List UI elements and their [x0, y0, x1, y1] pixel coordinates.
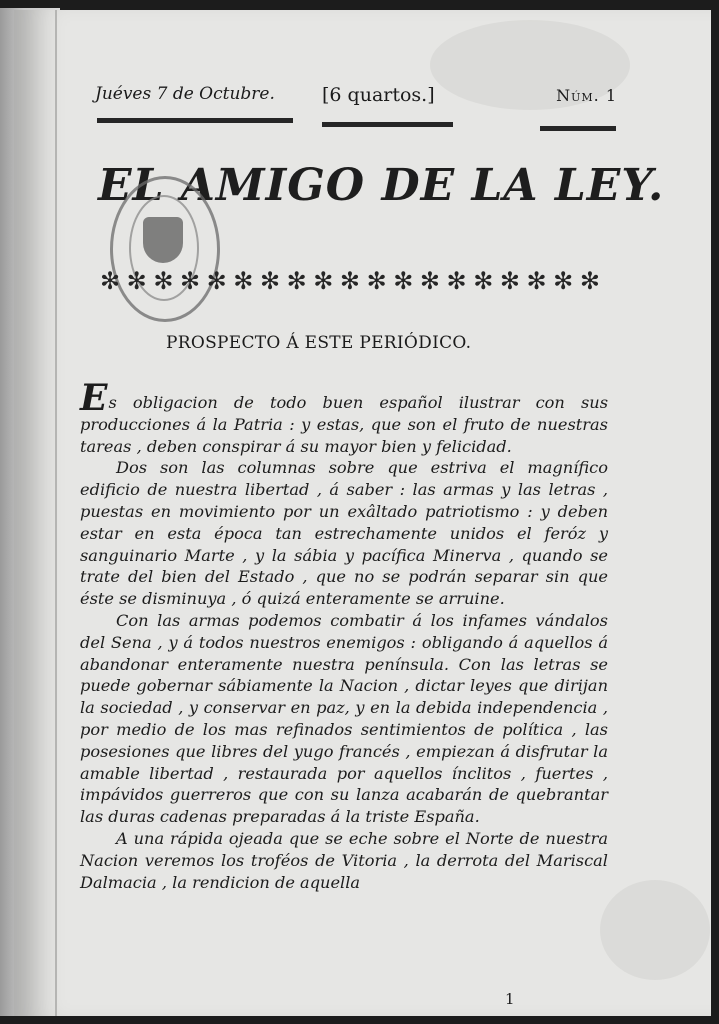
issue-date: Juéves 7 de Octubre. [95, 84, 275, 104]
flower-ornament-icon: ✻ [446, 267, 467, 295]
newspaper-title: EL AMIGO DE LA LEY. [98, 160, 665, 211]
masthead-rule [97, 118, 293, 123]
flower-ornament-icon: ✻ [553, 267, 574, 295]
page-gutter [55, 10, 57, 1016]
flower-ornament-icon: ✻ [259, 267, 281, 295]
flower-ornament-icon: ✻ [313, 267, 334, 295]
flower-ornament-icon: ✻ [339, 267, 361, 295]
flower-ornament-icon: ✻ [206, 267, 227, 295]
flower-ornament-icon: ✻ [499, 267, 520, 295]
flower-ornament-icon: ✻ [393, 267, 414, 295]
issue-number: Núm. 1 [556, 86, 617, 105]
masthead-rule [322, 122, 453, 127]
paragraph: Con las armas podemos combatir á los infames vándalos del Sena , y á todos nuestros enemigos : obligando á aquellos á abandonar enteramente nuestra península. Con las letras se puede gobernar sábiamente la Nacion , dictar leyes que dirijan la sociedad , y conservar en paz, y en la debida independencia , por medio de los mas refinados sentimientos de política , las posesiones que libres del yugo francés , empiezan á disfrutar la amable libertad , restaurada por aquellos ínclitos , fuertes , impávidos guerreros que con su lanza acabarán de quebrantar las duras cadenas preparadas á la triste España. [80, 610, 608, 827]
flower-ornament-icon: ✻ [126, 267, 147, 295]
paper-stain [600, 880, 710, 980]
flower-ornament-icon: ✻ [366, 267, 387, 295]
paragraph-text: s obligacion de todo buen español ilustrar con sus producciones á la Patria : y estas, que son el fruto de nuestras tareas , deben conspirar á su mayor bien y felicidad. [80, 393, 608, 456]
paragraph: Dos son las columnas sobre que estriva el magnífico edificio de nuestra libertad , á saber : las armas y las letras , puestas en movimiento por un exâltado patriotismo : y deben estar en esta época tan estrechamente unidos el feróz y sanguinario Marte , y la sábia y pacífica Minerva , quando se trate del bien del Estado , que no se podrán separar sin que éste se disminuya , ó quizá enteramente se arruine. [80, 458, 608, 609]
flower-ornament-icon: ✻ [579, 267, 600, 295]
page-number: 1 [505, 990, 515, 1008]
masthead-rule [540, 126, 616, 131]
flower-ornament-icon: ✻ [100, 267, 121, 295]
library-stamp [110, 176, 220, 322]
flower-ornament-icon: ✻ [153, 267, 174, 295]
ornamental-border [100, 266, 600, 296]
paragraph: A una rápida ojeada que se eche sobre el Norte de nuestra Nacion veremos los troféos de Vitoria , la derrota del Mariscal Dalmacia , la rendicion de aquella [80, 828, 608, 892]
flower-ornament-icon: ✻ [473, 267, 494, 295]
article-body [80, 377, 608, 893]
coat-of-arms-icon [143, 217, 183, 263]
paragraph [80, 377, 608, 457]
flower-ornament-icon: ✻ [179, 267, 201, 295]
issue-price: [6 quartos.] [322, 84, 435, 106]
flower-ornament-icon: ✻ [233, 267, 254, 295]
flower-ornament-icon: ✻ [419, 267, 440, 295]
drop-cap: E [80, 377, 108, 419]
flower-ornament-icon: ✻ [286, 267, 307, 295]
masthead [95, 84, 625, 114]
section-heading: PROSPECTO Á ESTE PERIÓDICO. [166, 333, 472, 353]
flower-ornament-icon: ✻ [526, 267, 547, 295]
